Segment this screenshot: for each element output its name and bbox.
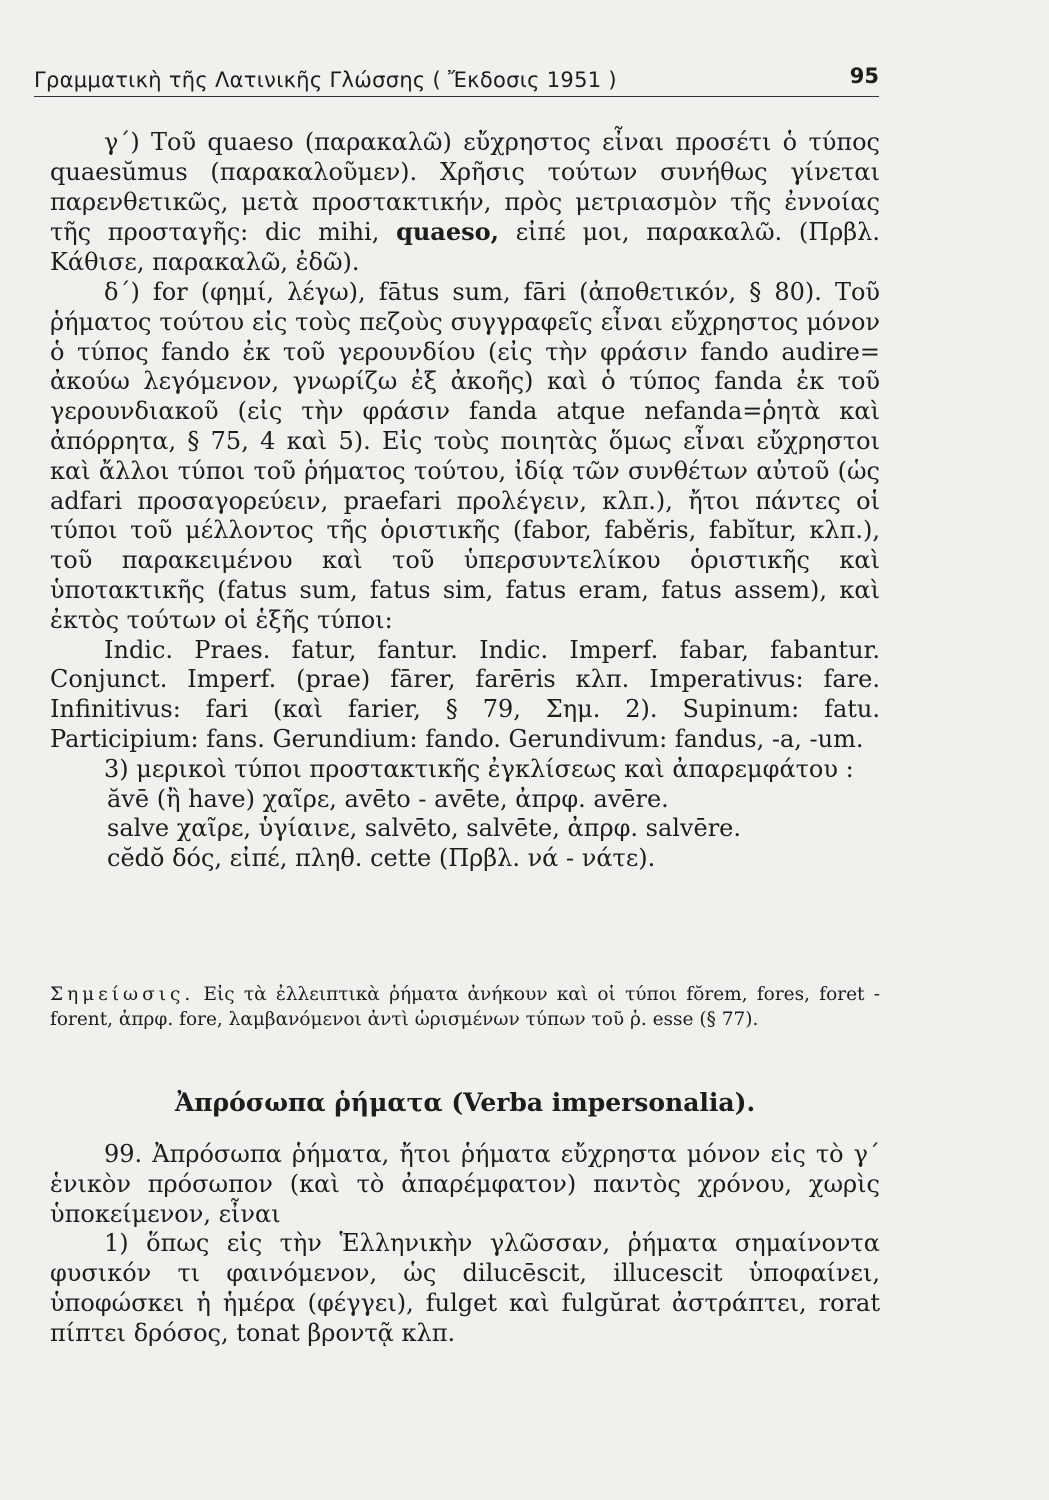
paragraph-forms: Indic. Praes. fatur, fantur. Indic. Imperf. fabar, fabantur. Conjunct. Imperf. (prae) fārer, farēris κλπ. Imperativus: fare. Infinitivus: fari (καὶ farier, § 79, Σημ. 2). Supinum: fatu. Participium: fans. Gerundium: fando. Gerundivum: fandus, -a, -um. [50, 635, 880, 753]
header-title: Γραμματικὴ τῆς Λατινικῆς Γλώσσης ( Ἔκδοσις 1951 ) [34, 68, 617, 92]
paragraph-for: δ΄) for (φημί, λέγω), fātus sum, fāri (ἀποθετικόν, § 80). Τοῦ ῥήματος τούτου εἰς τοὺς πεζοὺς συγγραφεῖς εἶναι εὔχρηστος μόνον ὁ τύπος fando ἐκ τοῦ γερουνδίου (εἰς τὴν φράσιν fando audire= ἀκούω λεγόμενον, γνωρίζω ἐξ ἀκοῆς) καὶ ὁ τύπος fanda ἐκ τοῦ γερουνδιακοῦ (εἰς τὴν φράσιν fanda atque nefanda=ῥητὰ καὶ ἀπόρρητα, § 75, 4 καὶ 5). Εἰς τοὺς ποιητὰς ὅμως εἶναι εὔχρηστοι καὶ ἄλλοι τύποι τοῦ ῥήματος τούτου, ἰδίᾳ τῶν συνθέτων αὐτοῦ (ὡς adfari προσαγορεύειν, praefari προλέγειν, κλπ.), ἤτοι πάντες οἱ τύποι τοῦ μέλλοντος τῆς ὁριστικῆς (fabor, faběris, fabĭtur, κλπ.), τοῦ παρακειμένου καὶ τοῦ ὑπερσυντελίκου ὁριστικῆς καὶ ὑποτακτικῆς (fatus sum, fatus sim, fatus eram, fatus assem), καὶ ἐκτὸς τούτων οἱ ἑξῆς τύποι: [50, 277, 880, 634]
paragraph-natural-phenomena: 1) ὅπως εἰς τὴν Ἑλληνικὴν γλῶσσαν, ῥήματα σημαίνοντα φυσικόν τι φαινόμενον, ὡς dilucēscit, illucescit ὑποφαίνει, ὑποφώσκει ἡ ἡμέρα (φέγγει), fulget καὶ fulgŭrat ἀστράπτει, rorat πίπτει δρόσος, tonat βροντᾷ κλπ. [50, 1229, 880, 1347]
verb-line-salve: salve χαῖρε, ὑγίαινε, salvēto, salvēte, ἀπρφ. salvēre. [107, 814, 741, 843]
paragraph-quaeso [50, 128, 880, 278]
running-header [34, 64, 879, 97]
section-heading: Ἀπρόσωπα ῥήματα (Verba impersonalia). [174, 1088, 756, 1117]
text-run: εἰπέ μοι, παρακαλῶ. (Πρβλ. Κάθισε, παρακαλῶ, ἐδῶ). [50, 218, 880, 277]
note-label: Σημείωσις. [50, 984, 195, 1005]
verb-line-ave: ăvē (ἢ have) χαῖρε, avēto - avēte, ἀπρφ. avēre. [107, 784, 669, 813]
text-run: γ΄) Τοῦ quaeso (παρακαλῶ) εὔχρηστος εἶναι προσέτι ὁ τύπος quaesŭmus (παρακαλοῦμεν). Χρῆσις τούτων συνήθως γίνεται παρενθετικῶς, μετὰ προστακτικήν, πρὸς μετριασμὸν τῆς ἐννοίας τῆς προσταγῆς: dic mihi, [50, 128, 880, 247]
note-text: Εἰς τὰ ἐλλειπτικὰ ῥήματα ἀνήκουν καὶ οἱ τύποι fŏrem, fores, foret - forent, ἀπρφ. fore, λαμβανόμενοι ἀντὶ ὡρισμένων τύπων τοῦ ῥ. esse (§ 77). [50, 984, 880, 1030]
page-number: 95 [849, 64, 879, 88]
verb-line-cedo: cĕdŏ δός, εἰπέ, πληθ. cette (Πρβλ. νά - νάτε). [107, 844, 656, 873]
main-text [50, 128, 880, 874]
bold-term: quaeso, [396, 217, 499, 247]
footnote-remark [50, 982, 880, 1032]
paragraph-99: 99. Ἀπρόσωπα ῥήματα, ἤτοι ῥήματα εὔχρηστα μόνον εἰς τὸ γ΄ ἑνικὸν πρόσωπον (καὶ τὸ ἀπαρέμφατον) παντὸς χρόνου, χωρὶς ὑποκείμενον, εἶναι [50, 1140, 880, 1228]
paragraph-imperatives: 3) μερικοὶ τύποι προστακτικῆς ἐγκλίσεως καὶ ἀπαρεμφάτου : [104, 754, 854, 783]
section-text [50, 1140, 880, 1349]
